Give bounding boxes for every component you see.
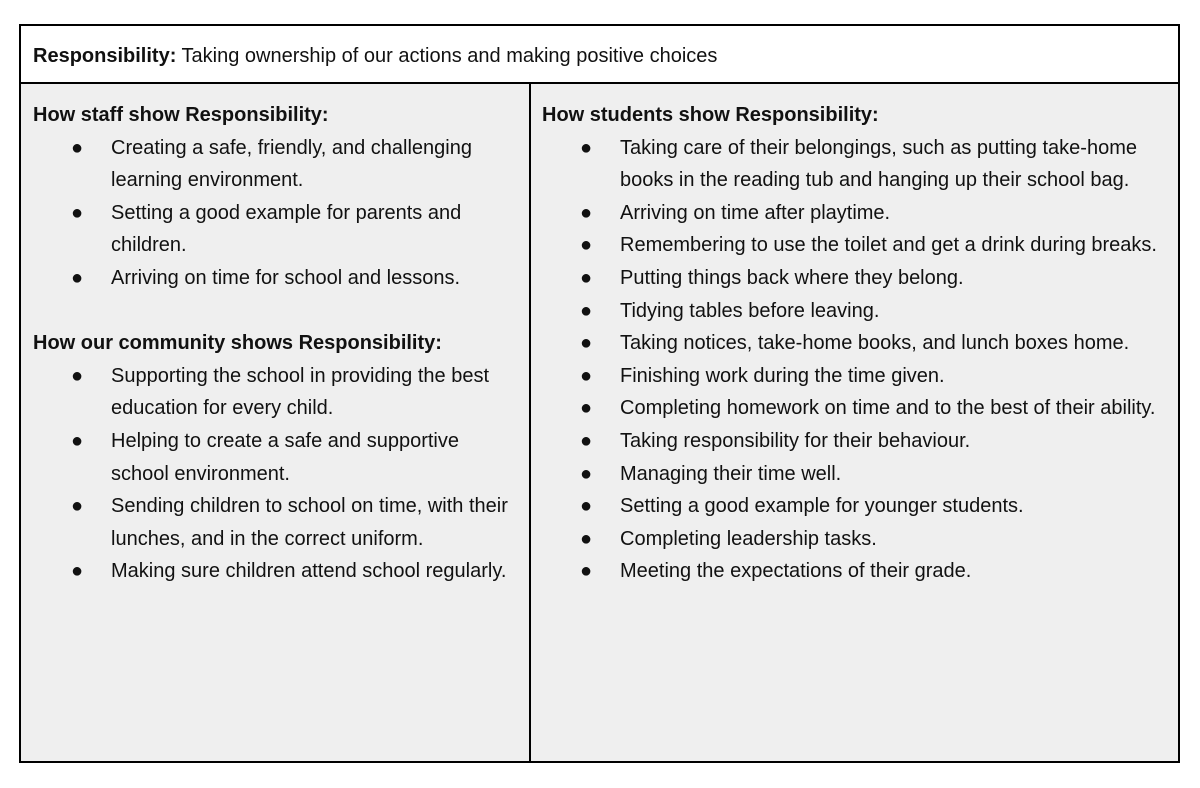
bullet-icon: ● bbox=[71, 136, 84, 159]
students-heading: How students show Responsibility: bbox=[542, 104, 879, 126]
list-item bbox=[580, 360, 1175, 393]
bullet-icon: ● bbox=[580, 364, 593, 387]
list-item bbox=[580, 295, 1175, 328]
bullet-icon: ● bbox=[580, 429, 593, 452]
list-item bbox=[71, 197, 521, 262]
bullet-icon: ● bbox=[580, 266, 593, 289]
list-item-text: Taking responsibility for their behaviour. bbox=[620, 429, 971, 452]
list-item bbox=[580, 197, 1175, 230]
responsibility-table bbox=[19, 24, 1180, 763]
bullet-icon: ● bbox=[71, 560, 84, 583]
list-item bbox=[580, 458, 1175, 491]
list-item-text: Tidying tables before leaving. bbox=[620, 299, 880, 322]
list-item bbox=[71, 425, 521, 490]
list-item bbox=[71, 555, 521, 588]
list-item bbox=[580, 490, 1175, 523]
list-item bbox=[580, 425, 1175, 458]
staff-list bbox=[33, 132, 529, 295]
list-item-text: Arriving on time for school and lessons. bbox=[111, 266, 461, 289]
bullet-icon: ● bbox=[580, 332, 593, 355]
bullet-icon: ● bbox=[580, 201, 593, 224]
staff-heading: How staff show Responsibility: bbox=[33, 104, 329, 126]
bullet-icon: ● bbox=[71, 429, 84, 452]
list-item-text: Remembering to use the toilet and get a drink during breaks. bbox=[620, 234, 1157, 257]
bullet-icon: ● bbox=[71, 364, 84, 387]
list-item bbox=[580, 392, 1175, 425]
bullet-icon: ● bbox=[580, 462, 593, 485]
list-item bbox=[71, 360, 521, 425]
list-item-text: Sending children to school on time, with their lunches, and in the correct uniform. bbox=[111, 495, 508, 550]
list-item bbox=[580, 262, 1175, 295]
header-text: Taking ownership of our actions and making positive choices bbox=[176, 45, 718, 67]
list-item bbox=[580, 132, 1175, 197]
list-item bbox=[580, 327, 1175, 360]
bullet-icon: ● bbox=[71, 266, 84, 289]
students-list bbox=[542, 132, 1178, 588]
bullet-icon: ● bbox=[580, 397, 593, 420]
list-item-text: Setting a good example for parents and children. bbox=[111, 201, 462, 257]
list-item-text: Managing their time well. bbox=[620, 462, 842, 485]
list-item bbox=[580, 555, 1175, 588]
list-item bbox=[71, 132, 521, 197]
community-heading: How our community shows Responsibility: bbox=[33, 332, 442, 355]
community-list bbox=[33, 360, 529, 588]
bullet-icon: ● bbox=[580, 495, 593, 518]
bullet-icon: ● bbox=[580, 560, 593, 583]
bullet-icon: ● bbox=[71, 201, 84, 224]
list-item-text: Creating a safe, friendly, and challenging learning environment. bbox=[111, 136, 472, 192]
table-header-row bbox=[21, 26, 1178, 84]
list-item-text: Setting a good example for younger students. bbox=[620, 495, 1024, 518]
bullet-icon: ● bbox=[580, 299, 593, 322]
list-item-text: Completing homework on time and to the best of their ability. bbox=[620, 397, 1156, 420]
left-cell bbox=[21, 84, 531, 761]
list-item-text: Meeting the expectations of their grade. bbox=[620, 560, 972, 583]
bullet-icon: ● bbox=[580, 234, 593, 257]
list-item-text: Helping to create a safe and supportive school environment. bbox=[111, 429, 459, 485]
list-item-text: Taking care of their belongings, such as putting take-home books in the reading tub and hanging up their school bag. bbox=[620, 136, 1137, 192]
bullet-icon: ● bbox=[580, 527, 593, 550]
list-item bbox=[71, 490, 521, 555]
list-item bbox=[580, 229, 1175, 262]
bullet-icon: ● bbox=[71, 495, 84, 518]
list-item-text: Completing leadership tasks. bbox=[620, 527, 877, 550]
section-spacer bbox=[33, 295, 529, 328]
list-item-text: Finishing work during the time given. bbox=[620, 364, 945, 387]
right-cell bbox=[531, 84, 1178, 761]
list-item-text: Making sure children attend school regularly. bbox=[111, 560, 507, 583]
bullet-icon: ● bbox=[580, 136, 593, 159]
list-item bbox=[580, 523, 1175, 556]
list-item-text: Taking notices, take-home books, and lunch boxes home. bbox=[620, 332, 1130, 355]
header-label: Responsibility: bbox=[33, 45, 177, 67]
list-item bbox=[71, 262, 521, 295]
list-item-text: Putting things back where they belong. bbox=[620, 266, 964, 289]
list-item-text: Supporting the school in providing the best education for every child. bbox=[111, 364, 490, 420]
list-item-text: Arriving on time after playtime. bbox=[620, 201, 891, 224]
